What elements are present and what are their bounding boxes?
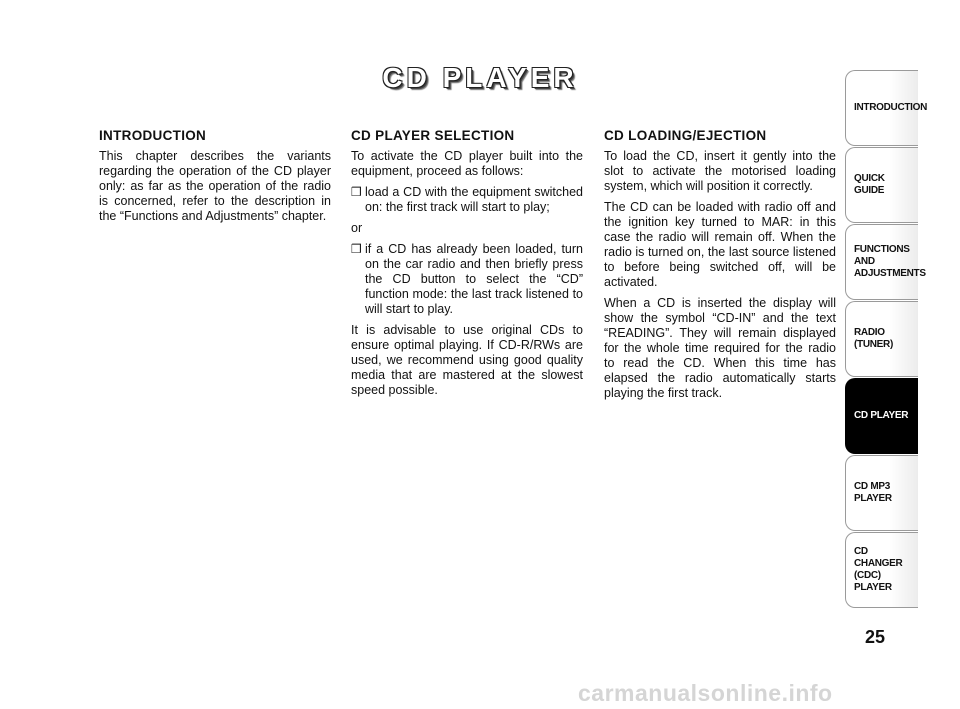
tab-cd-mp3-player[interactable]: CD MP3 PLAYER	[845, 455, 918, 531]
paragraph: When a CD is inserted the display will show the symbol “CD-IN” and the text “READING”. They will remain displayed for the whole time required for the radio to read the CD. When this time has elapsed the radio automatically starts playing the first track.	[604, 296, 836, 400]
paragraph: The CD can be loaded with radio off and the ignition key turned to MAR: in this case the radio will remain off. When the radio is turned on, the last source listened to before being switched off, will be activated.	[604, 200, 836, 289]
tab-cd-player[interactable]: CD PLAYER	[845, 378, 918, 454]
checkbox-bullet-icon: ❒	[351, 185, 362, 199]
column-cd-player-selection	[351, 128, 583, 404]
watermark: carmanualsonline.info	[578, 680, 833, 706]
paragraph: To load the CD, insert it gently into the slot to activate the motorised loading system, which will position it correctly.	[604, 149, 836, 193]
column-cd-loading-ejection	[604, 128, 836, 407]
paragraph: or	[351, 221, 363, 235]
paragraph: It is advisable to use original CDs to ensure optimal playing. If CD-R/RWs are used, we recommend using good quality media that are mastered at the slowest speed possible.	[351, 323, 583, 397]
checkbox-bullet-icon: ❒	[351, 242, 362, 256]
bullet-item	[351, 242, 583, 317]
section-heading-cd-loading-ejection: CD LOADING/EJECTION	[604, 128, 767, 143]
paragraph: To activate the CD player built into the equipment, proceed as follows:	[351, 149, 583, 178]
tab-introduction[interactable]: INTRODUCTION	[845, 70, 918, 146]
tab-cd-changer-player[interactable]: CD CHANGER (CDC) PLAYER	[845, 532, 918, 608]
section-heading-cd-player-selection: CD PLAYER SELECTION	[351, 128, 515, 143]
column-introduction	[99, 128, 331, 230]
tab-quick-guide[interactable]: QUICK GUIDE	[845, 147, 918, 223]
bullet-text: load a CD with the equipment switched on: the first track will start to play;	[365, 185, 583, 214]
paragraph: This chapter describes the variants regarding the operation of the CD player only: as far as the operation of the radio is concerned, refer to the description in the “Functions and Adjustments” chapter.	[99, 149, 331, 223]
tab-radio-tuner[interactable]: RADIO (TUNER)	[845, 301, 918, 377]
tab-functions-and-adjustments[interactable]: FUNCTIONS AND ADJUSTMENTS	[845, 224, 918, 300]
bullet-text: if a CD has already been loaded, turn on the car radio and then briefly press the CD button to select the “CD” function mode: the last track listened to will start to play.	[365, 242, 583, 316]
page-number: 25	[864, 627, 886, 647]
chapter-tabs	[845, 70, 928, 609]
page-title: CD PLAYER	[382, 62, 578, 93]
bullet-item	[351, 185, 583, 215]
section-heading-introduction: INTRODUCTION	[99, 128, 207, 143]
